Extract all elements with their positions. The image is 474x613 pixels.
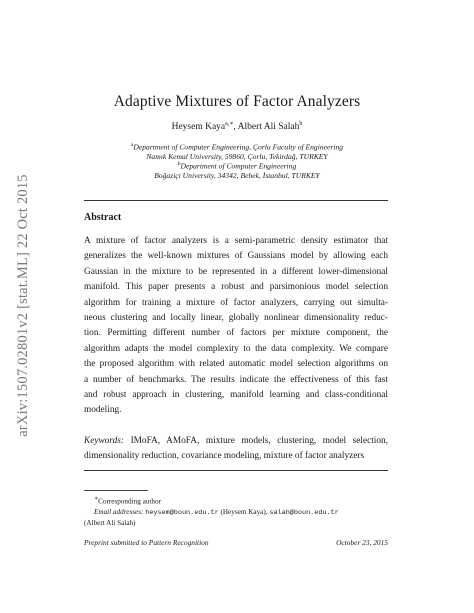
affil-mark: a (130, 142, 134, 148)
email-owner: (Heysem Kaya), (218, 507, 270, 516)
abstract-line: neous clustering and locally linear, globally nonlinear dimensionality reduc- (84, 313, 388, 324)
footnote-mark: ∗ (94, 496, 99, 502)
affil-line: Namık Kemal University, 59860, Çorlu, Tekirdağ, TURKEY (146, 152, 328, 162)
affiliation-a (0, 141, 474, 162)
keywords-label: Keywords: (84, 436, 124, 446)
page-footer (84, 538, 388, 547)
abstract-line: a number of benchmarks. The results indicate the effectiveness of this fast (84, 374, 388, 385)
abstract-body (84, 234, 388, 419)
corresponding-author-text: Corresponding author (98, 497, 161, 506)
arxiv-stamp (8, 155, 38, 455)
footnote-rule (84, 490, 148, 491)
paper-title: Adaptive Mixtures of Factor Analyzers (113, 93, 361, 110)
author-separator: , (233, 122, 238, 133)
keywords-section (84, 434, 388, 465)
corresponding-author-note (84, 494, 388, 507)
affil-line: Department of Computer Engineering (180, 161, 297, 171)
abstract-line: algorithm for training a mixture of factor analyzers, carrying out simulta- (84, 297, 388, 308)
author-affil-mark: b (299, 121, 303, 127)
abstract-line: and robust approach in clustering, manifold learning and class-conditional (84, 390, 388, 401)
abstract-line: Gaussian in the mixture to be represented in a different lower-dimensional (84, 266, 388, 277)
abstract-top-rule (84, 200, 388, 201)
footnotes (84, 494, 388, 529)
author-list (0, 120, 474, 132)
affil-line: Department of Computer Engineering, Çorlu Faculty of Engineering (133, 142, 344, 152)
affiliation-b (0, 160, 474, 181)
abstract-heading: Abstract (84, 212, 122, 223)
email-link[interactable]: salah@boun.edu.tr (269, 508, 339, 517)
abstract-line: tion. Permitting different number of factors per mixture component, the (84, 328, 388, 339)
author-affil-mark: a,∗ (225, 121, 234, 127)
email-label: Email addresses: (94, 507, 144, 516)
arxiv-identifier: arXiv:1507.02801v2 [stat.ML] 22 Oct 2015 (14, 173, 31, 437)
email-link[interactable]: heysem@boun.edu.tr (145, 508, 219, 517)
footer-preprint-note: Preprint submitted to Pattern Recognition (84, 538, 209, 547)
abstract-line: modeling. (84, 405, 122, 416)
author-name: Heysem Kaya (171, 122, 226, 133)
author-name: Albert Ali Salah (237, 122, 300, 133)
keywords-text: IMoFA, AMoFA, mixture models, clustering, model selection, (130, 436, 389, 446)
abstract-line: manifold. This paper presents a robust and parsimonious model selection (84, 282, 388, 293)
abstract-line: generalizes the well-known mixtures of Gaussians model by allowing each (84, 251, 388, 262)
email-owner: (Albert Ali Salah) (84, 519, 136, 528)
abstract-line: A mixture of factor analyzers is a semi-parametric density estimator that (84, 236, 388, 246)
footer-date: October 23, 2015 (336, 538, 388, 547)
keywords-line (84, 434, 388, 449)
keywords-line: dimensionality reduction, covariance modeling, mixture of factor analyzers (84, 451, 365, 462)
email-note (84, 507, 388, 519)
abstract-line: algorithm adapts the model complexity to the data complexity. We compare (84, 343, 388, 354)
abstract-bottom-rule (84, 470, 388, 471)
abstract-line: the proposed algorithm with related automatic model selection algorithms on (84, 359, 388, 370)
affil-line: Boğaziçi University, 34342, Bebek, İstanbul, TURKEY (154, 171, 320, 181)
affil-mark: b (177, 161, 181, 167)
